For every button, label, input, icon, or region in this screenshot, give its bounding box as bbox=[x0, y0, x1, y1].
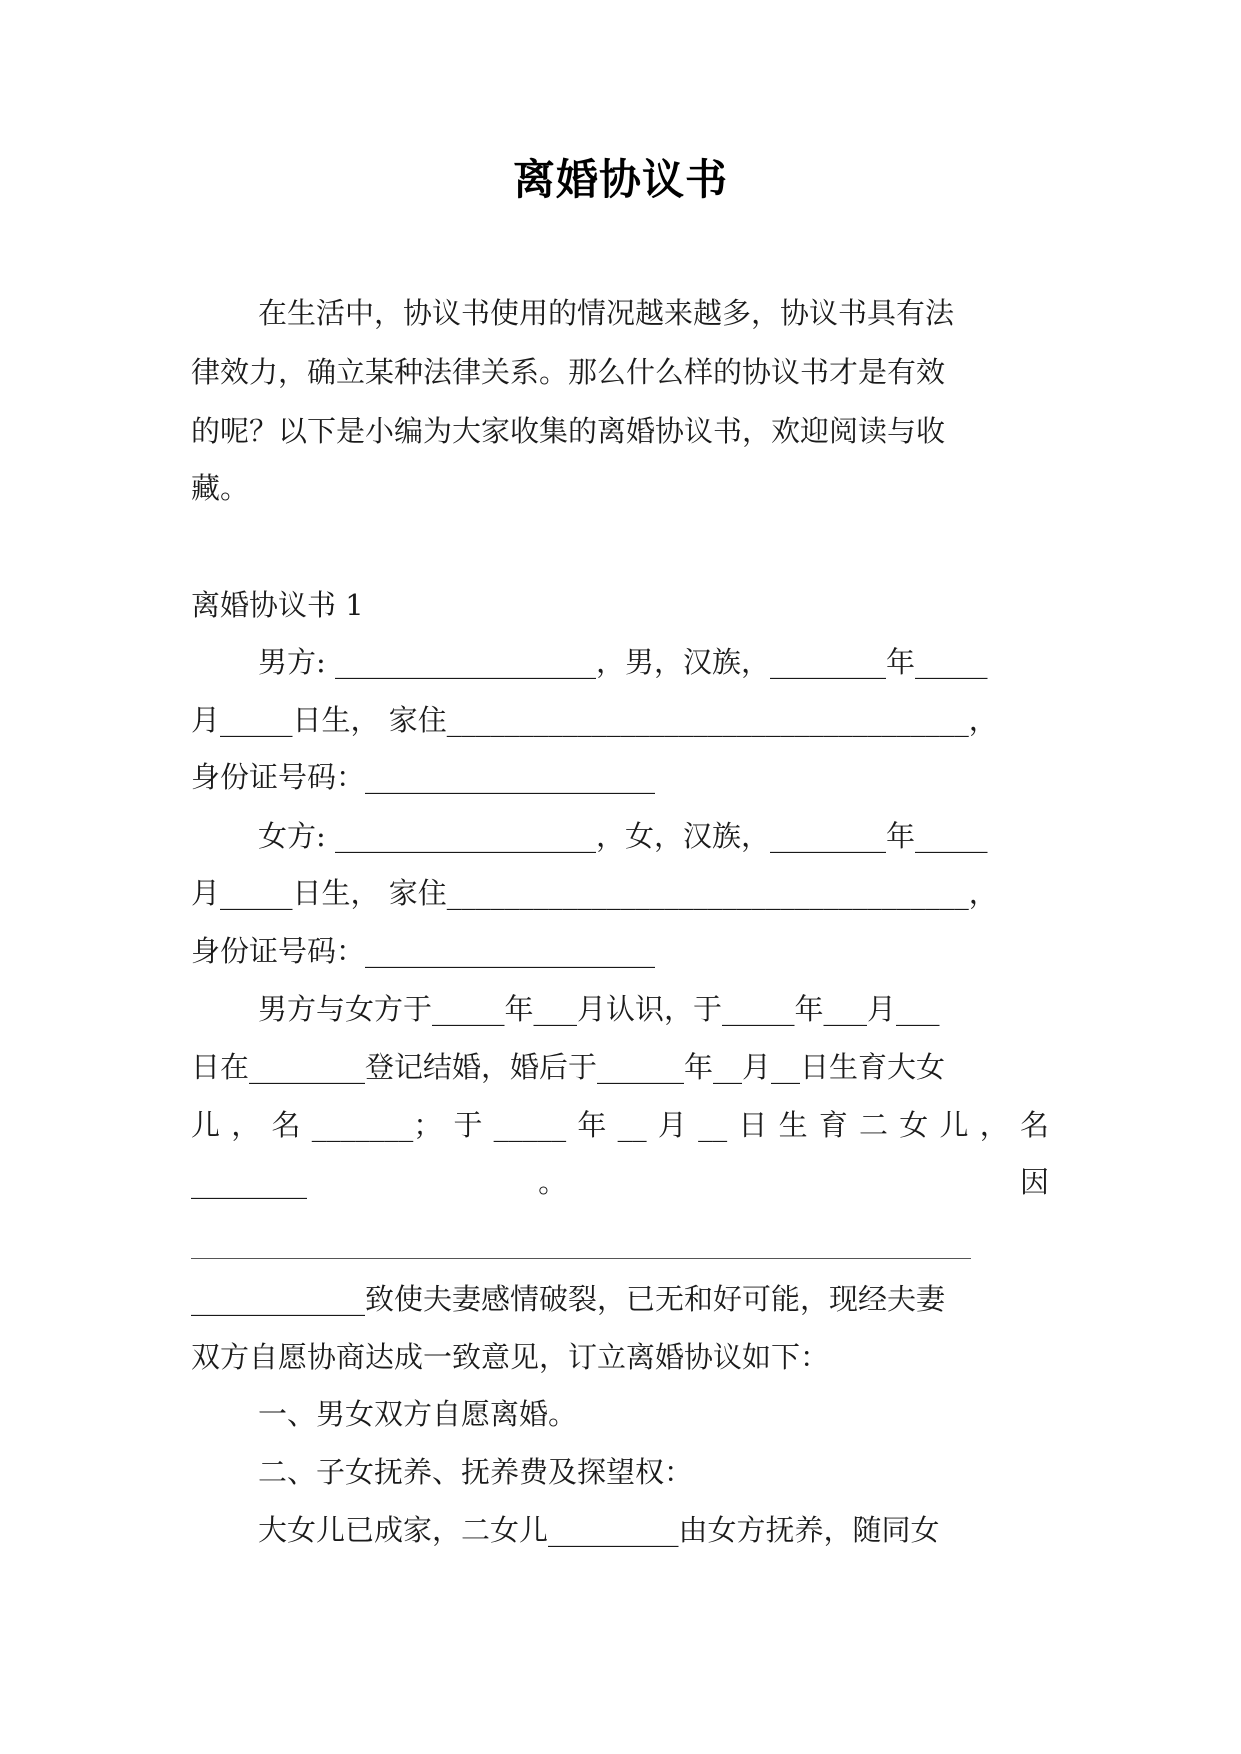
body-line-agreement: 双方自愿协商达成一致意见，订立离婚协议如下： bbox=[191, 1340, 830, 1374]
intro-line-4: 藏。 bbox=[191, 471, 250, 505]
blank-underline bbox=[191, 1258, 971, 1259]
body-line-male-id: 身份证号码：____________________ bbox=[191, 760, 656, 794]
intro-line-1: 在生活中，协议书使用的情况越来越多，协议书具有法 bbox=[258, 296, 955, 330]
clause-2-text: 大女儿已成家，二女儿_________由女方抚养，随同女 bbox=[258, 1513, 940, 1547]
body-line-male: 男方: __________________，男，汉族，________年_____ bbox=[258, 645, 988, 679]
document-title: 离婚协议书 bbox=[512, 155, 728, 204]
body-line-marriage: 日在________登记结婚，婚后于______年__月__日生育大女 bbox=[191, 1050, 946, 1084]
clause-2-heading: 二、子女抚养、抚养费及探望权： bbox=[258, 1455, 694, 1489]
clause-1: 一、男女双方自愿离婚。 bbox=[258, 1397, 578, 1431]
body-line-daughters: 儿，名_______；于_____年__月__日生育二女儿，名 bbox=[191, 1108, 1049, 1142]
body-line-female: 女方: __________________，女，汉族，________年_____ bbox=[258, 819, 988, 853]
intro-line-2: 律效力，确立某种法律关系。那么什么样的协议书才是有效 bbox=[191, 355, 946, 389]
body-line-breakdown: ____________致使夫妻感情破裂，已无和好可能，现经夫妻 bbox=[191, 1282, 946, 1316]
body-line-reason: ________ 。 因 bbox=[191, 1165, 1049, 1199]
body-line-female-address: 月_____日生， 家住____________________________________， bbox=[191, 876, 998, 910]
intro-line-3: 的呢？以下是小编为大家收集的离婚协议书，欢迎阅读与收 bbox=[191, 414, 946, 448]
body-line-acquaintance: 男方与女方于_____年___月认识，于_____年___月___ bbox=[258, 992, 940, 1026]
body-line-male-address: 月_____日生， 家住____________________________________， bbox=[191, 703, 998, 737]
section-heading: 离婚协议书 1 bbox=[191, 588, 364, 622]
body-line-female-id: 身份证号码：____________________ bbox=[191, 934, 656, 968]
